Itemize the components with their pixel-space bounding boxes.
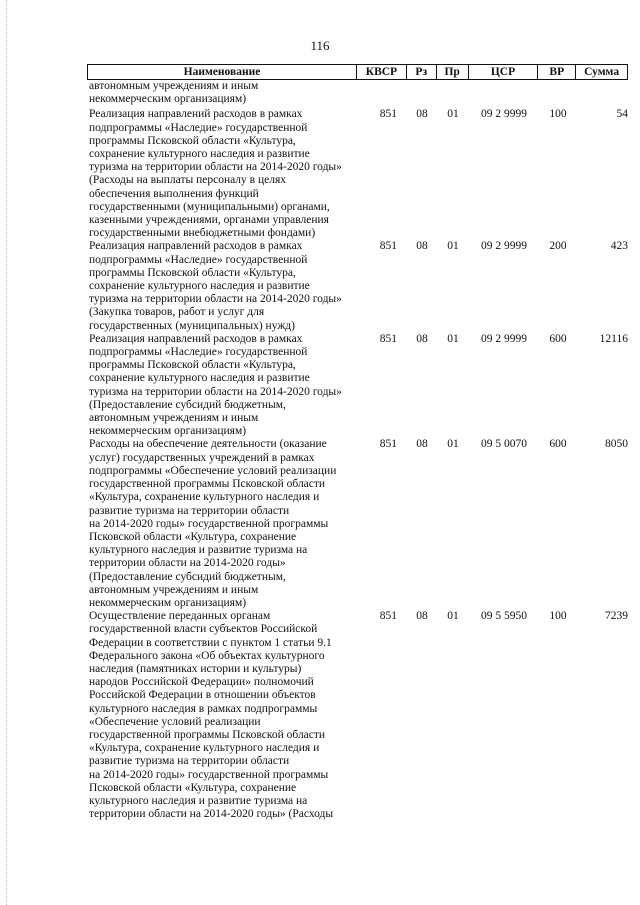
row-name: автономным учреждениям и иным некоммерческим организациям) [89,80,259,106]
row-pr: 01 [447,438,459,451]
table-row [87,240,628,332]
row-sum: 12116 [599,332,628,345]
row-sum: 7239 [605,610,628,623]
row-sum: 54 [616,108,628,121]
header-csr: ЦСР [469,65,539,79]
row-pr [437,80,469,106]
header-kvsr: КВСР [357,65,407,79]
row-csr: 09 2 9999 [481,240,527,253]
row-rz [407,80,437,106]
table-row [87,610,628,821]
row-vr: 100 [549,610,567,623]
row-csr [469,80,539,106]
row-vr [539,80,577,106]
row-name: Осуществление переданных органам государственной власти субъектов Российской Федерации в соответствии с пунктом 1 статьи 9.1 Федерального закона «Об объектах культурного наследия (памятниках истории и культуры) народов Российской Федерации» полномочий Российской Федерации в отношении объектов культурного наследия в рамках подпрограммы «Обеспечение условий реализации государственной программы Псковской области «Культура, сохранение культурного наследия и развитие туризма на территории области на 2014-2020 годы» государственной программы Псковской области «Культура, сохранение культурного наследия и развитие туризма на территории области на 2014-2020 годы» (Расходы [89,610,334,821]
row-name: Расходы на обеспечение деятельности (оказание услуг) государственных учреждений в рамках подпрограммы «Обеспечение условий реализации государственной программы Псковской области «Культура, сохранение культурного наследия и развитие туризма на территории области на 2014-2020 годы» государственной программы Псковской области «Культура, сохранение культурного наследия и развитие туризма на территории области на 2014-2020 годы» (Предоставление субсидий бюджетным, автономным учреждениям и иным некоммерческим организациям) [89,438,337,609]
row-rz: 08 [416,108,428,121]
row-vr: 200 [549,240,567,253]
row-pr: 01 [447,108,459,121]
row-name: Реализация направлений расходов в рамках подпрограммы «Наследие» государственной программы Псковской области «Культура, сохранение культурного наследия и развитие туризма на территории области на 2014-2020 годы» (Расходы на выплаты персоналу в целях обеспечения выполнения функций государственными (муниципальными) органами, казенными учреждениями, органами управления государственными внебюджетными фондами) [89,108,342,240]
row-csr: 09 2 9999 [481,108,527,121]
row-csr: 09 2 9999 [481,332,527,345]
row-pr: 01 [447,610,459,623]
table-header [87,64,628,80]
table-row [87,333,628,439]
row-sum [577,80,628,106]
header-vr: ВР [538,65,576,79]
page-number: 116 [310,38,330,53]
row-vr: 100 [549,108,567,121]
row-kvsr: 851 [379,108,397,121]
table-row [87,80,628,106]
row-sum: 8050 [605,438,628,451]
row-csr: 09 5 0070 [481,438,527,451]
header-pr: Пр [437,65,469,79]
row-pr: 01 [447,240,459,253]
row-rz: 08 [416,610,428,623]
row-kvsr [357,80,407,106]
table-body [87,80,628,821]
table-row [87,108,628,240]
row-rz: 08 [416,332,428,345]
row-sum: 423 [610,240,628,253]
row-pr: 01 [447,332,459,345]
row-csr: 09 5 5950 [481,610,527,623]
scan-edge-line [6,0,7,905]
row-kvsr: 851 [379,438,397,451]
row-kvsr: 851 [379,240,397,253]
header-sum: Сумма [584,66,620,78]
row-kvsr: 851 [379,610,397,623]
row-name: Реализация направлений расходов в рамках подпрограммы «Наследие» государственной программы Псковской области «Культура, сохранение культурного наследия и развитие туризма на территории области на 2014-2020 годы» (Закупка товаров, работ и услуг для государственных (муниципальных) нужд) [89,240,342,332]
header-name: Наименование [88,65,357,79]
row-vr: 600 [549,438,567,451]
table-row [87,438,628,610]
row-rz: 08 [416,438,428,451]
row-vr: 600 [549,332,567,345]
row-kvsr: 851 [379,332,397,345]
row-rz: 08 [416,240,428,253]
row-name: Реализация направлений расходов в рамках подпрограммы «Наследие» государственной программы Псковской области «Культура, сохранение культурного наследия и развитие туризма на территории области на 2014-2020 годы» (Предоставление субсидий бюджетным, автономным учреждениям и иным некоммерческим организациям) [89,332,342,438]
header-rz: Рз [407,65,437,79]
